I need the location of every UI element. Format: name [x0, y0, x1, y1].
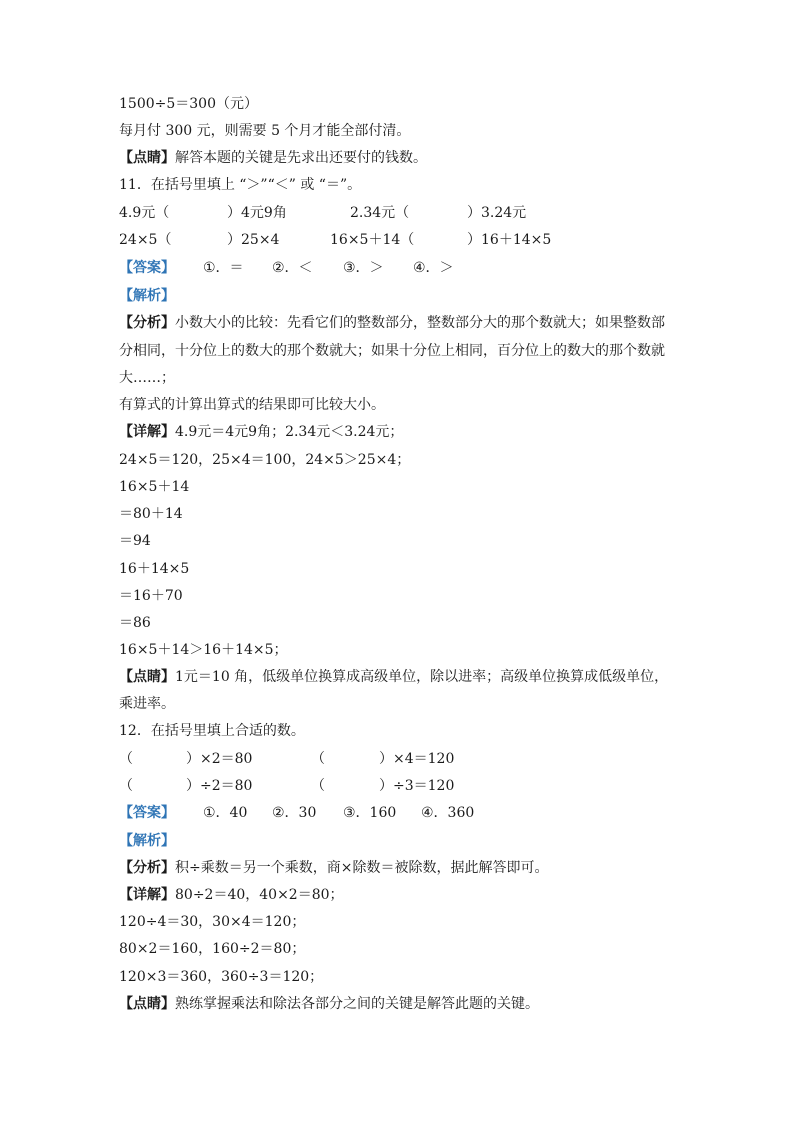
dianjing-line [119, 148, 427, 168]
q11-r2-b: ）25×4 [227, 232, 280, 248]
q12-r1-c: （ [311, 751, 325, 767]
dianjing-tag: 【点睛】 [119, 150, 175, 166]
question-11-title: 11．在括号里填上 “＞”“＜” 或 “＝”。 [119, 177, 362, 193]
q11-r2-d: ）16＋14×5 [467, 232, 552, 248]
answer-label: 【答案】 [119, 805, 175, 821]
xiangjie-line: 80×2＝160，160÷2＝80； [119, 941, 306, 957]
answer-label: 【答案】 [119, 260, 175, 276]
dianjing-line [119, 667, 668, 687]
q11-r1-a: 4.9元（ [119, 205, 170, 221]
dianjing-tag: 【点睛】 [119, 669, 175, 685]
fenxi-line: 有算式的计算出算式的结果即可比较大小。 [119, 397, 385, 413]
fenxi-line: 大……； [119, 370, 175, 386]
q11-row-2 [119, 230, 679, 250]
xiangjie-line [119, 422, 403, 442]
xiangjie-line: 16＋14×5 [119, 561, 190, 577]
dianjing-line: 乘进率。 [119, 696, 175, 712]
q11-r2-a: 24×5（ [119, 232, 172, 248]
jiexi-label: 【解析】 [119, 833, 175, 849]
fenxi-line [119, 313, 665, 333]
answer-3: ③．＞ [343, 260, 384, 276]
xiangjie-text: 80÷2＝40，40×2＝80； [175, 887, 344, 903]
q12-r2-b: ）÷2＝80 [186, 778, 253, 794]
text-line: 每月付 300 元，则需要 5 个月才能全部付清。 [119, 123, 411, 139]
answer-3: ③．160 [343, 805, 397, 821]
q11-answer-line [119, 258, 679, 278]
q11-r2-c: 16×5＋14（ [330, 232, 415, 248]
xiangjie-line: 120×3＝360，360÷3＝120； [119, 969, 324, 985]
xiangjie-line: 16×5＋14＞16＋14×5； [119, 642, 288, 658]
q12-row-1 [119, 749, 679, 769]
dianjing-text: 解答本题的关键是先求出还要付的钱数。 [175, 150, 427, 166]
xiangjie-line: ＝16＋70 [119, 588, 183, 604]
q12-r2-c: （ [311, 778, 325, 794]
answer-1: ①．＝ [203, 260, 244, 276]
q11-r1-c: 2.34元（ [350, 205, 410, 221]
answer-2: ②．＜ [272, 260, 313, 276]
fenxi-text: 积÷乘数＝另一个乘数，商×除数＝被除数，据此解答即可。 [175, 860, 549, 876]
xiangjie-line: 16×5＋14 [119, 479, 190, 495]
dianjing-text: 1元＝10 角，低级单位换算成高级单位，除以进率；高级单位换算成低级单位， [175, 669, 669, 685]
dianjing-text: 熟练掌握乘法和除法各部分之间的关键是解答此题的关键。 [175, 996, 539, 1012]
fenxi-line [119, 858, 548, 878]
jiexi-label: 【解析】 [119, 288, 175, 304]
dianjing-line [119, 994, 539, 1014]
xiangjie-line: 120÷4＝30，30×4＝120； [119, 914, 306, 930]
xiangjie-tag: 【详解】 [119, 424, 175, 440]
q12-answer-line [119, 803, 679, 823]
q12-r1-d: ）×4＝120 [379, 751, 455, 767]
fenxi-tag: 【分析】 [119, 860, 175, 876]
xiangjie-tag: 【详解】 [119, 887, 175, 903]
answer-2: ②．30 [272, 805, 317, 821]
q12-r1-b: ）×2＝80 [186, 751, 253, 767]
q11-row-1 [119, 203, 679, 223]
text-line: 1500÷5＝300（元） [119, 96, 258, 112]
answer-4: ④．360 [421, 805, 475, 821]
question-12-title: 12．在括号里填上合适的数。 [119, 723, 305, 739]
fenxi-tag: 【分析】 [119, 315, 175, 331]
q11-r1-b: ）4元9角 [227, 205, 287, 221]
xiangjie-text: 4.9元＝4元9角；2.34元＜3.24元； [175, 424, 404, 440]
xiangjie-line: ＝94 [119, 533, 151, 549]
xiangjie-line: ＝86 [119, 615, 151, 631]
q12-r2-d: ）÷3＝120 [379, 778, 455, 794]
answer-4: ④．＞ [413, 260, 454, 276]
dianjing-tag: 【点睛】 [119, 996, 175, 1012]
q12-row-2 [119, 776, 679, 796]
xiangjie-line [119, 885, 344, 905]
q11-r1-d: ）3.24元 [467, 205, 527, 221]
q12-r1-a: （ [119, 751, 133, 767]
answer-1: ①．40 [203, 805, 248, 821]
fenxi-line: 分相同，十分位上的数大的那个数就大；如果十分位上相同，百分位上的数大的那个数就 [119, 343, 665, 359]
fenxi-text: 小数大小的比较：先看它们的整数部分，整数部分大的那个数就大；如果整数部 [175, 315, 665, 331]
xiangjie-line: ＝80＋14 [119, 506, 183, 522]
xiangjie-line: 24×5＝120，25×4＝100，24×5＞25×4； [119, 452, 411, 468]
q12-r2-a: （ [119, 778, 133, 794]
